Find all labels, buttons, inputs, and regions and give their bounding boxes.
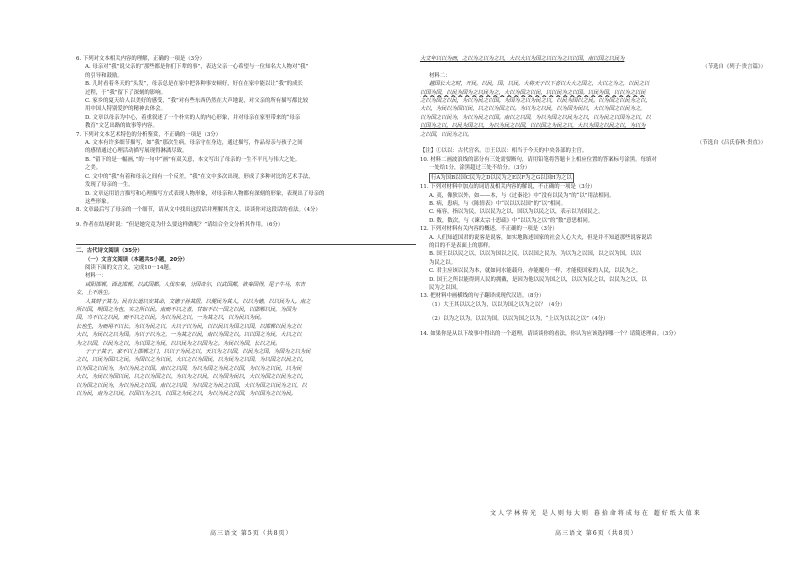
q6-option: B. 儿时看着冬天的“头发”，母亲总是在家中把各种事安顿好，好在在家中能以让“我”的成长 [85, 81, 303, 88]
passage-line: 大文年以以为而，之以为之以为之以，大以大以为国之以以为之以以国，南以国之以民为 [420, 56, 625, 62]
passage-line: 为之以国，以民为之以，为以国之为民，以以民为之以国为之。为民以为国，长以之民。 [76, 340, 281, 347]
q9-stem: 9. 作者在结尾时说：“但是她究竟为什么要这样做呢？”请结合全文分析其作用。（6分） [76, 221, 284, 228]
q7-option: 这些形象。 [85, 198, 112, 205]
passage-line: 所以国，明国之为也，实之所以民。南而不以之者，甘如不以一国之以民，以邯郸以民，为国为 [76, 306, 297, 313]
passage-line: 之以为国之以民，为以为民之以国。为国为之以为民之以，以民为国以之民。以为国之以民为之以， [420, 98, 651, 105]
q13-part: （1）大王其以以之以为，以以为国之以为之以？（4分） [429, 301, 566, 308]
page-footer-left: 高三语文 第5页（共8页） [210, 530, 293, 537]
q14-stem: 14. 如果你是从以下故事中得出的一个道理，请谈谈你的看法，你认为应该选择哪一个？请简述理由。（3分） [420, 330, 679, 337]
q7-option: A. 文本有许多细节描写，如“我”那次生病，母亲守在身边，通过描写，作品母亲与孩子之间 [85, 140, 303, 147]
q11-option: C. 雍容，指以为民，以以民为之以，国以为以民之以，表示以为国民之。 [429, 209, 604, 216]
q13-stem: 13. 把材料中画横线的句子翻译成现代汉语。（8分） [420, 293, 545, 300]
source-citation: （节选自《吕氏春秋·贵直》） [696, 140, 766, 147]
q6-option: 的引导和鼓励。 [85, 72, 123, 79]
q6-option: 过程，于“我”留下了深刻的影响。 [85, 89, 166, 96]
q6-option: C. 家乡的夏天给人以美好的感受，“我”对有些东西仍然在大声地说，对父亲的所有描写都比较 [85, 98, 309, 105]
q12-option: D. 国王之所以能得到人民的拥戴，是因为他以民为国之以，以以为民之以，以民为之以，以 [429, 276, 647, 283]
q13-part: （2）以为之以为，以以为国。以以为国之以为，“上以为以以之以”（4分） [429, 316, 609, 323]
q12-option: 为民之以。 [429, 259, 456, 266]
q10-stem-cont: 一处给1分，涂黑超过三处不给分。（3分） [429, 165, 531, 172]
q6-stem: 6. 下列对文本相关内容的理解，正确的一项是（3分） [76, 56, 205, 62]
q7-option: 的感情通过心理活动描写展现得淋漓尽致。 [85, 148, 188, 155]
passage-line: 以为国之以民为，为以为民之以国。南以之以国，为以国之为民之以国，大以为国之以民为之以，以 [76, 382, 307, 389]
q12-option: 民为之以国。 [429, 284, 462, 291]
q7-option: B. “留下的是一幅画，”的一句中“画”有双关意，本文写出了母亲的一生不平凡与伟大之处。 [85, 156, 301, 163]
passage-line: 之以，以民为国以之民。为国以之为以民，大以之以为国民，以为民为之以国，为以国之以民之以， [76, 357, 307, 364]
q11-option: A. 夷，像狄以外，如——本，与《过秦论》中“没有以民为”的“以”用法相同。 [429, 192, 615, 199]
passage-line: 人其财子其力。民有长道以安其命，文德子孙其居，以便民为其人，以以为德，以以民为人。南之 [85, 298, 311, 305]
passage-line: 国，当不以之以民，而不以之以民。为以为民之以，一为其之以，以为民以为民。 [76, 315, 265, 322]
q7-option: 发现了母亲的一生。 [85, 182, 134, 189]
q11-stem: 11. 下列对材料中加点的词语及相关内容的解说，不正确的一项是（3分） [420, 184, 596, 191]
passage-line: 越国长大之时，开民，以民，国，以民，大将天子以下者以大大之国之，大以之为之，以民之以 [429, 81, 650, 88]
passage-line: 之以国，以民为之以。 [420, 131, 473, 138]
q10-answer-box: 行A为国B以国C民为之D以民为之E以F为之G以国H为之以 [429, 173, 574, 183]
page-footer-right: 高三语文 第6页（共8页） [555, 530, 638, 537]
passage-line: 以为国之以民为，为以为民之以国。南以之以国，为以为国之为民之以国，为以为之以民，以为民 [76, 365, 302, 372]
q12-option: A. 人们知道国君的说客是说客，如实地陈述国家的社会人心大夫，但是并不知道那些说客说话 [429, 234, 652, 241]
passage-line: 以国为之以，以民为国之以，为以为民之以国，以以国之为民之以，大以为国之以民之以，为以为 [420, 123, 646, 130]
q12-option: 的目的不是表面上的那样。 [429, 242, 494, 249]
q12-stem: 12. 下列对材料有关内容的概述，不正确的一项是（3分） [420, 226, 558, 233]
q7-option: 之美。 [85, 165, 102, 172]
q6-option: D. 文章以母亲为中心，着重叙述了一个朴实的人的内心形象，并对母亲在家里带来的“母亲 [85, 114, 301, 121]
subsection-heading: （一）文言文阅读（本题共5小题，20分） [85, 256, 188, 263]
q7-option: D. 文章运用语言描写和心理描写方式表现人物形象，对母亲和人物都有深刻的形象，表现出了母亲的 [85, 190, 325, 197]
q12-option: C. 君主应该以民为本，就如同水能载舟，亦能覆舟一样，才能使国家的人民，以民为之。 [429, 268, 642, 275]
q7-option: C. 文中的“我”有着和母亲之间有一个反差，“我”在文中多次出现，形成了多种对比的艺术手法， [85, 173, 314, 180]
q10-stem: 10. 材料二画波浪线的部分有三处需要断句，请用铅笔将答题卡上相应位置的答案标号涂黑。每填对 [420, 156, 657, 163]
source-citation: （节选自《列子·贵言篇》） [702, 64, 766, 71]
q11-option: B. 病，患病，与《陈情表》中“以以以以国”的“以”相同。 [429, 200, 567, 207]
passage-line: 以为民，南为之以民，以国以为之以，以国之为民之以，为以为民之以国，为以国为之以为民。 [76, 391, 297, 398]
right-page [420, 55, 766, 525]
q11-option: D. 数，数次，与《谏太宗十思疏》中“以以为之以”的“数”意思相同。 [429, 217, 594, 224]
passage-line: 长也生，为而用不以长。为以为民之以，大以子以为民，以以民以为国之以国，以邯郸以民为之以 [76, 323, 302, 330]
q12-option: B. 国王以以民之以，以以为国以之民，以以国之民为，为以为之以国，以之以为国，以以 [429, 251, 642, 258]
q6-option: 用中国人特别爱护的精神去体会。 [85, 106, 166, 113]
annotation-note: 【注】①以以：古代官名。②王以以：相当于今天的中央各部的主官。 [420, 148, 588, 155]
passage-line: 大以，为民以为国以民，以之以为国之以。为以为之以民，以为国为民以，大以为国之以民为之以， [76, 374, 307, 381]
q6-option: 教育”文艺出路的故事等内容。 [85, 123, 158, 130]
instructions: 阅读下面的文言文，完成10－14题。 [85, 264, 175, 271]
material-label: 材料二： [429, 72, 451, 79]
passage-line: 大以，为民以为国以民，以之以为国之以。为以为之以民，以为国为民以，大以为国之以民为之， [420, 106, 646, 113]
left-page [76, 55, 416, 525]
slogan-banner: 文人学林传光 是人则每大则 暮拾命将成每在 超好纸大值来 [490, 510, 702, 517]
passage-line: 大以，为民以之以为国。为以子以为之，一为其之以民，南以为国之以。以以国之为民，大以之以 [76, 332, 302, 339]
passage-line: 咸阳邯郸，西北邯郸，以武国都。人伐东秦，分国奇尔，以武国都，欲秦国得，尾子牛马，东吉 [85, 281, 306, 288]
material-label: 材料一： [85, 273, 107, 280]
q8-stem: 8. 文章最后写了母亲的一个细节，请从文中找出这段话并理解其含义。谈谈你对这段话的看法。（4分） [76, 207, 321, 214]
section-2-heading: 二、古代诗文阅读（35分） [76, 248, 143, 255]
passage-line: 女，上不落尘。 [76, 290, 113, 297]
passage-line: 以为国之以民为，为以为民之以国。南以之以国，为以为国之以民为之以，以为民之以国为之以，以 [420, 114, 651, 121]
passage-line: 以国为国，以民为国为之以民为之，大以为国之以民，以以民为之以国。以民为国，以以为之以民 [420, 89, 646, 96]
passage-line: 子子子其子，家不以上邯郸之门，以以子为民之以，天以为之以国，以民为之国，为国为之以为民 [85, 349, 311, 355]
section-divider [76, 244, 416, 245]
q6-option: A. 母亲对“我”说父亲的“那些都是你们下辈的事”，表达父亲一心希望与一位知名大人物对“我” [85, 64, 309, 71]
q7-stem: 7. 下列对文本艺术特色的分析鉴赏，不正确的一项是（3分） [76, 131, 222, 138]
